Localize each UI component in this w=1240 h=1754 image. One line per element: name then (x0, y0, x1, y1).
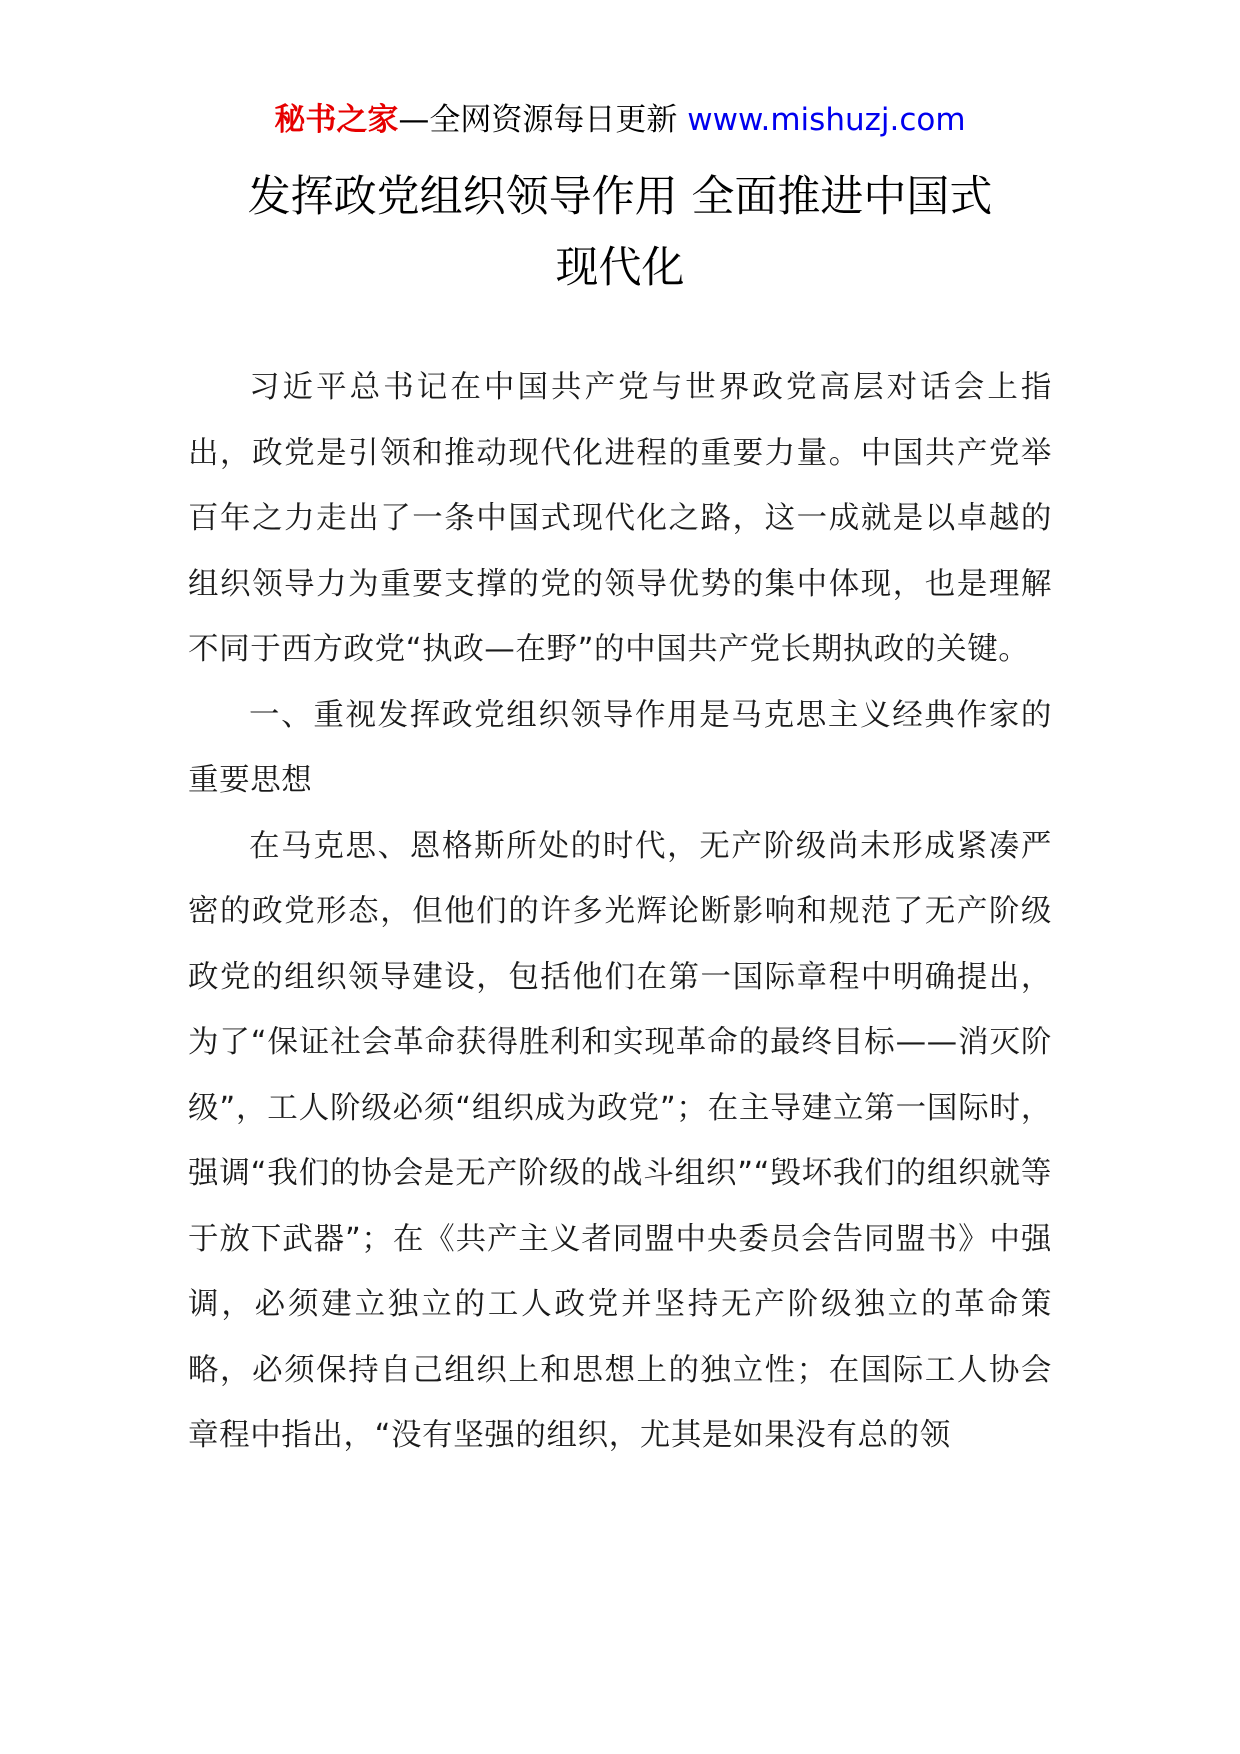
section-heading-1: 一、重视发挥政党组织领导作用是马克思主义经典作家的重要思想 (188, 697, 1052, 798)
site-url-link[interactable]: www.mishuzj.com (687, 102, 966, 138)
document-body (188, 355, 1052, 1469)
site-slogan: —全网资源每日更新 (398, 102, 678, 138)
intro-paragraph: 习近平总书记在中国共产党与世界政党高层对话会上指出，政党是引领和推动现代化进程的重要力量。中国共产党举百年之力走出了一条中国式现代化之路，这一成就是以卓越的组织领导力为重要支撑的党的领导优势的集中体现，也是理解不同于西方政党“执政—在野”的中国共产党长期执政的关键。 (188, 370, 1052, 667)
site-brand: 秘书之家 (274, 102, 399, 138)
body-paragraph-1: 在马克思、恩格斯所处的时代，无产阶级尚未形成紧凑严密的政党形态，但他们的许多光辉论断影响和规范了无产阶级政党的组织领导建设，包括他们在第一国际章程中明确提出，为了“保证社会革命获得胜利和实现革命的最终目标——消灭阶级”，工人阶级必须“组织成为政党”；在主导建立第一国际时，强调“我们的协会是无产阶级的战斗组织”“毁坏我们的组织就等于放下武器”；在《共产主义者同盟中央委员会告同盟书》中强调，必须建立独立的工人政党并坚持无产阶级独立的革命策略，必须保持自己组织上和思想上的独立性；在国际工人协会章程中指出，“没有坚强的组织，尤其是如果没有总的领 (188, 828, 1052, 1453)
document-title (180, 162, 1060, 304)
document-title-line-1: 发挥政党组织领导作用 全面推进中国式 (247, 172, 993, 222)
document-title-line-2: 现代化 (555, 243, 685, 293)
site-header (0, 100, 1240, 140)
